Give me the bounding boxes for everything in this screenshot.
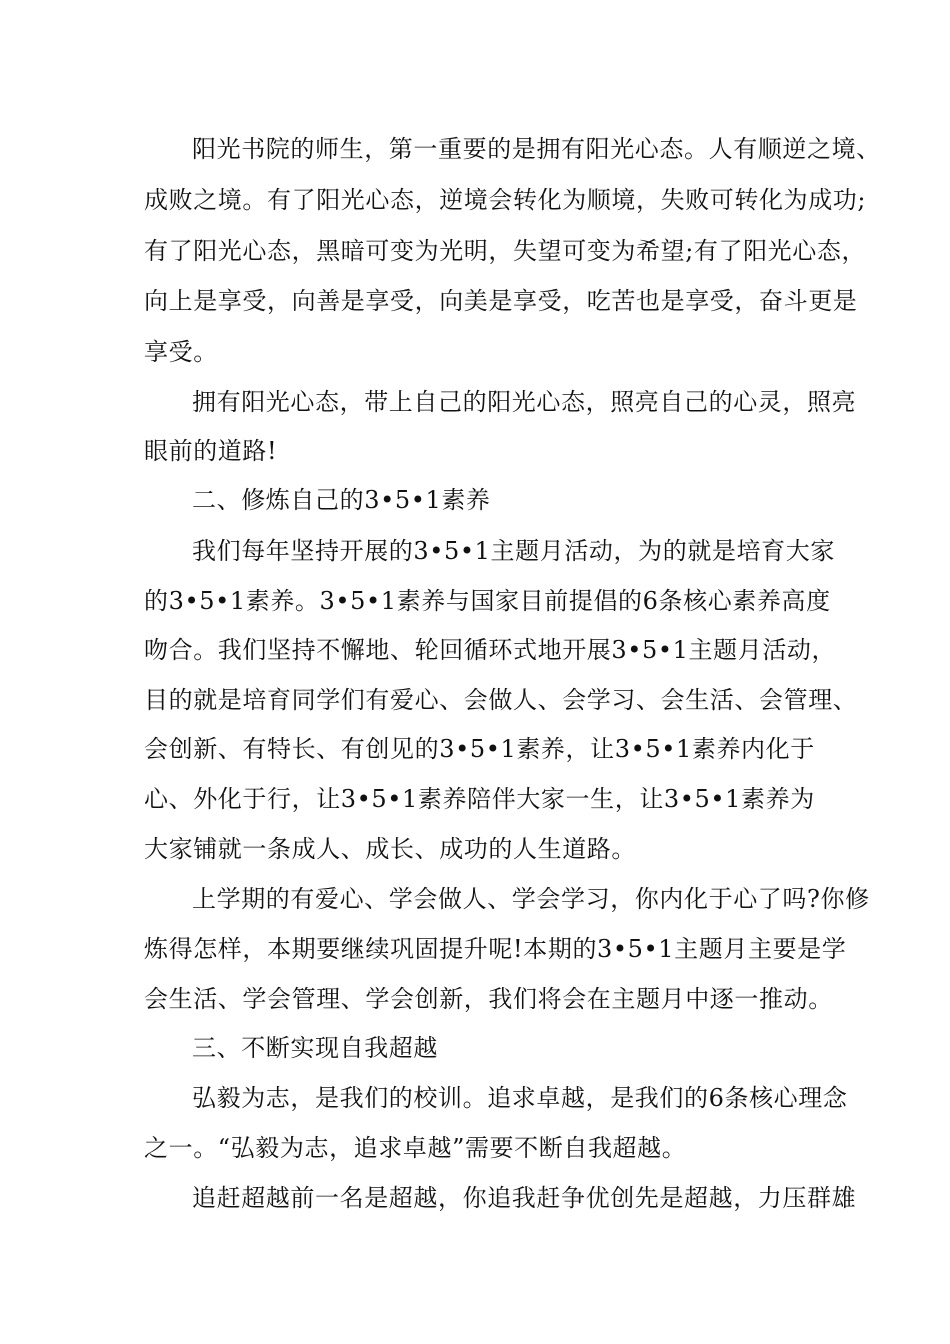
text-line: 我们每年坚持开展的3•5•1主题月活动，为的就是培育大家 [192,537,835,565]
text-line: 弘毅为志，是我们的校训。追求卓越，是我们的6条核心理念 [192,1084,848,1112]
text-line: 有了阳光心态，黑暗可变为光明，失望可变为希望;有了阳光心态， [144,237,867,265]
text-line: 向上是享受，向善是享受，向美是享受，吃苦也是享受，奋斗更是 [144,287,858,315]
text-line: 享受。 [144,338,218,366]
text-line: 目的就是培育同学们有爱心、会做人、会学习、会生活、会管理、 [144,686,858,714]
text-line: 吻合。我们坚持不懈地、轮回循环式地开展3•5•1主题月活动， [144,636,837,664]
text-line: 的3•5•1素养。3•5•1素养与国家目前提倡的6条核心素养高度 [144,587,831,615]
text-line: 会创新、有特长、有创见的3•5•1素养，让3•5•1素养内化于 [144,735,815,763]
text-line: 上学期的有爱心、学会做人、学会学习，你内化于心了吗?你修 [192,885,870,913]
text-line: 追赶超越前一名是超越，你追我赶争优创先是超越，力压群雄 [192,1184,857,1212]
text-line: 会生活、学会管理、学会创新，我们将会在主题月中逐一推动。 [144,985,833,1013]
section-heading: 三、不断实现自我超越 [192,1034,438,1062]
text-line: 之一。“弘毅为志，追求卓越”需要不断自我超越。 [144,1134,687,1162]
text-line: 拥有阳光心态，带上自己的阳光心态，照亮自己的心灵，照亮 [192,388,857,416]
text-line: 大家铺就一条成人、成长、成功的人生道路。 [144,835,636,863]
text-line: 阳光书院的师生，第一重要的是拥有阳光心态。人有顺逆之境、 [192,135,881,163]
text-line: 眼前的道路! [144,437,278,465]
section-heading: 二、修炼自己的3•5•1素养 [192,486,491,514]
text-line: 心、外化于行，让3•5•1素养陪伴大家一生，让3•5•1素养为 [144,785,815,813]
text-line: 炼得怎样，本期要继续巩固提升呢!本期的3•5•1主题月主要是学 [144,935,847,963]
text-line: 成败之境。有了阳光心态，逆境会转化为顺境，失败可转化为成功; [144,186,867,214]
